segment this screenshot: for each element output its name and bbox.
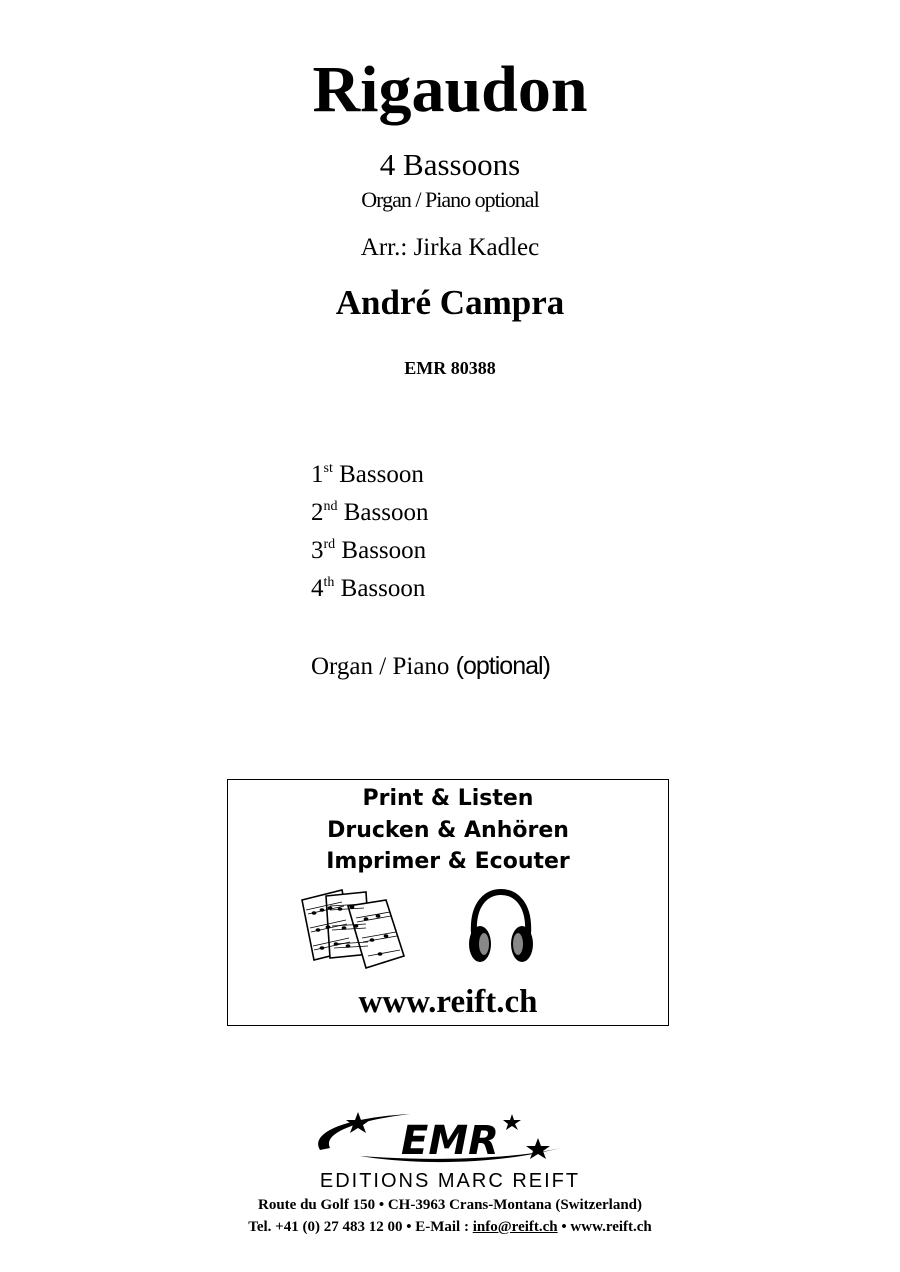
part-ordinal: th [323, 575, 335, 590]
part-number: 1 [311, 461, 324, 488]
part-item [311, 456, 428, 494]
part-ordinal: rd [323, 537, 336, 552]
part-item [311, 570, 428, 608]
publisher-contact: Tel. +41 (0) 27 483 12 00 • E-Mail : info@reift.ch • www.reift.ch [248, 1219, 652, 1235]
website-link[interactable]: www.reift.ch [570, 1219, 652, 1235]
publisher-address: Route du Golf 150 • CH-3963 Crans-Montana (Switzerland) [258, 1197, 642, 1213]
accompaniment-label: Organ / Piano [311, 653, 450, 680]
catalog-number: EMR 80388 [404, 358, 496, 378]
accompaniment-note: (optional) [455, 652, 550, 680]
emr-logo [300, 1108, 600, 1168]
logo-text: EMR [401, 1118, 499, 1164]
page-title: Rigaudon [312, 53, 588, 126]
part-number: 2 [311, 499, 324, 526]
part-name: Bassoon [341, 537, 427, 564]
promo-line-en: Print & Listen [362, 786, 534, 811]
headphones-icon [466, 888, 536, 970]
print-listen-box [227, 779, 669, 1026]
part-name: Bassoon [343, 499, 429, 526]
publisher-brand: EDITIONS MARC REIFT [319, 1170, 581, 1192]
composer: André Campra [335, 283, 565, 322]
sheet-music-icon [300, 888, 412, 970]
part-item [311, 532, 428, 570]
part-name: Bassoon [340, 575, 426, 602]
part-name: Bassoon [339, 461, 424, 488]
accompaniment [311, 648, 550, 685]
part-number: 3 [311, 537, 324, 564]
arranger: Arr.: Jirka Kadlec [360, 234, 540, 261]
promo-url[interactable]: www.reift.ch [358, 984, 538, 1020]
promo-line-de: Drucken & Anhören [327, 818, 569, 843]
part-number: 4 [311, 575, 324, 602]
promo-line-fr: Imprimer & Ecouter [326, 849, 570, 874]
email-link[interactable]: info@reift.ch [472, 1219, 558, 1235]
parts-list [311, 456, 428, 608]
instrumentation: 4 Bassoons [379, 147, 521, 182]
part-ordinal: nd [323, 499, 338, 514]
email-label: E-Mail : [415, 1219, 469, 1235]
telephone: Tel. +41 (0) 27 483 12 00 [248, 1219, 403, 1235]
part-ordinal: st [323, 461, 333, 476]
sub-instrumentation: Organ / Piano optional [361, 187, 539, 212]
part-item [311, 494, 428, 532]
